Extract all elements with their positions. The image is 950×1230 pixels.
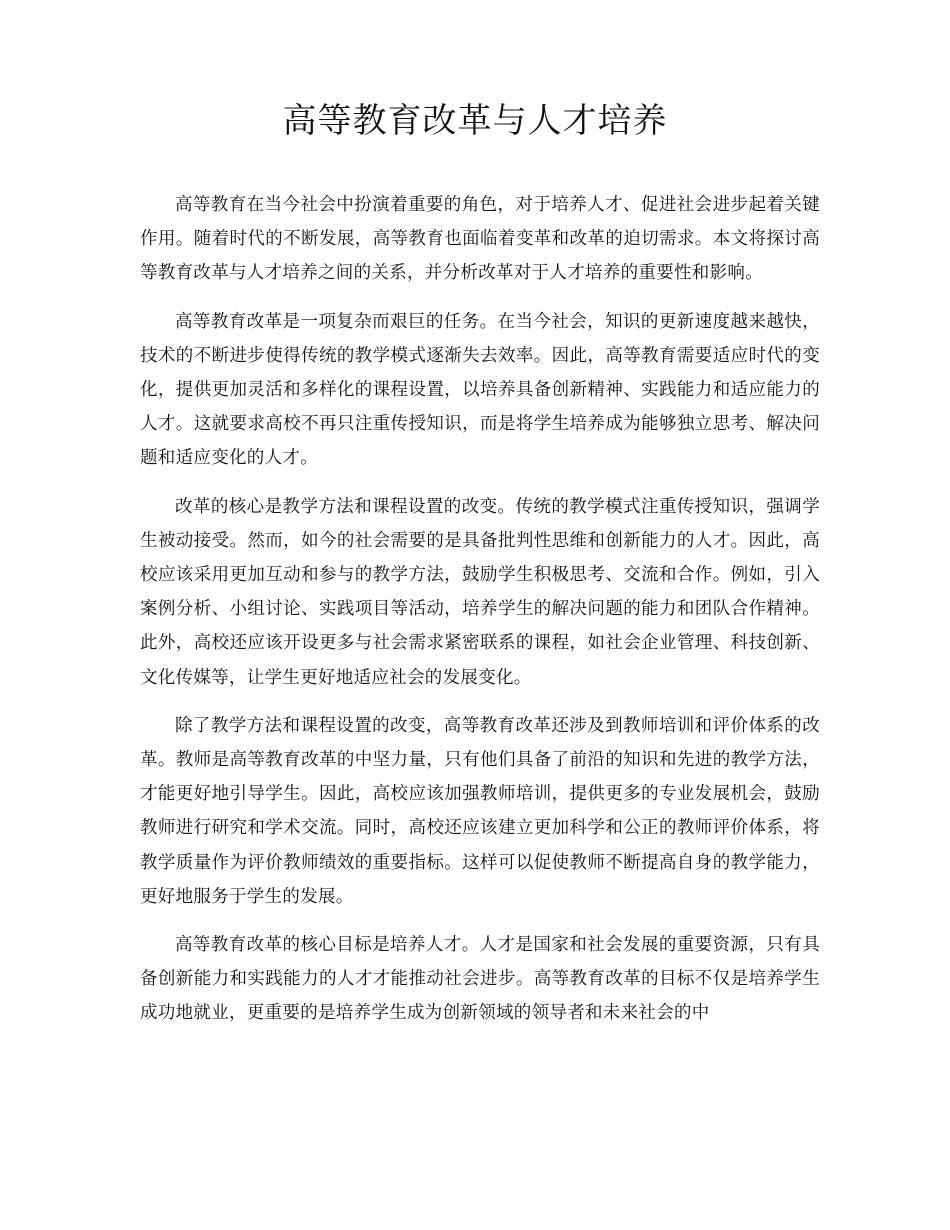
document-title: 高等教育改革与人才培养 bbox=[282, 101, 668, 141]
document-body bbox=[140, 188, 820, 1045]
paragraph-3: 改革的核心是教学方法和课程设置的改变。传统的教学模式注重传授知识，强调学生被动接受。然而，如今的社会需要的是具备批判性思维和创新能力的人才。因此，高校应该采用更加互动和参与的教学方法，鼓励学生积极思考、交流和合作。例如，引入案例分析、小组讨论、实践项目等活动，培养学生的解决问题的能力和团队合作精神。此外，高校还应该开设更多与社会需求紧密联系的课程，如社会企业管理、科技创新、文化传媒等，让学生更好地适应社会的发展变化。 bbox=[140, 496, 820, 688]
paragraph-4: 除了教学方法和课程设置的改变，高等教育改革还涉及到教师培训和评价体系的改革。教师是高等教育改革的中坚力量，只有他们具备了前沿的知识和先进的教学方法，才能更好地引导学生。因此，高校应该加强教师培训，提供更多的专业发展机会，鼓励教师进行研究和学术交流。同时，高校还应该建立更加科学和公正的教师评价体系，将教学质量作为评价教师绩效的重要指标。这样可以促使教师不断提高自身的教学能力，更好地服务于学生的发展。 bbox=[140, 715, 820, 907]
paragraph-2: 高等教育改革是一项复杂而艰巨的任务。在当今社会，知识的更新速度越来越快，技术的不断进步使得传统的教学模式逐渐失去效率。因此，高等教育需要适应时代的变化，提供更加灵活和多样化的课程设置，以培养具备创新精神、实践能力和适应能力的人才。这就要求高校不再只注重传授知识，而是将学生培养成为能够独立思考、解决问题和适应变化的人才。 bbox=[140, 311, 820, 469]
paragraph-1: 高等教育在当今社会中扮演着重要的角色，对于培养人才、促进社会进步起着关键作用。随着时代的不断发展，高等教育也面临着变革和改革的迫切需求。本文将探讨高等教育改革与人才培养之间的关系，并分析改革对于人才培养的重要性和影响。 bbox=[140, 195, 820, 284]
paragraph-5: 高等教育改革的核心目标是培养人才。人才是国家和社会发展的重要资源，只有具备创新能力和实践能力的人才才能推动社会进步。高等教育改革的目标不仅是培养学生成功地就业，更重要的是培养学生成为创新领域的领导者和未来社会的中 bbox=[140, 935, 820, 1024]
